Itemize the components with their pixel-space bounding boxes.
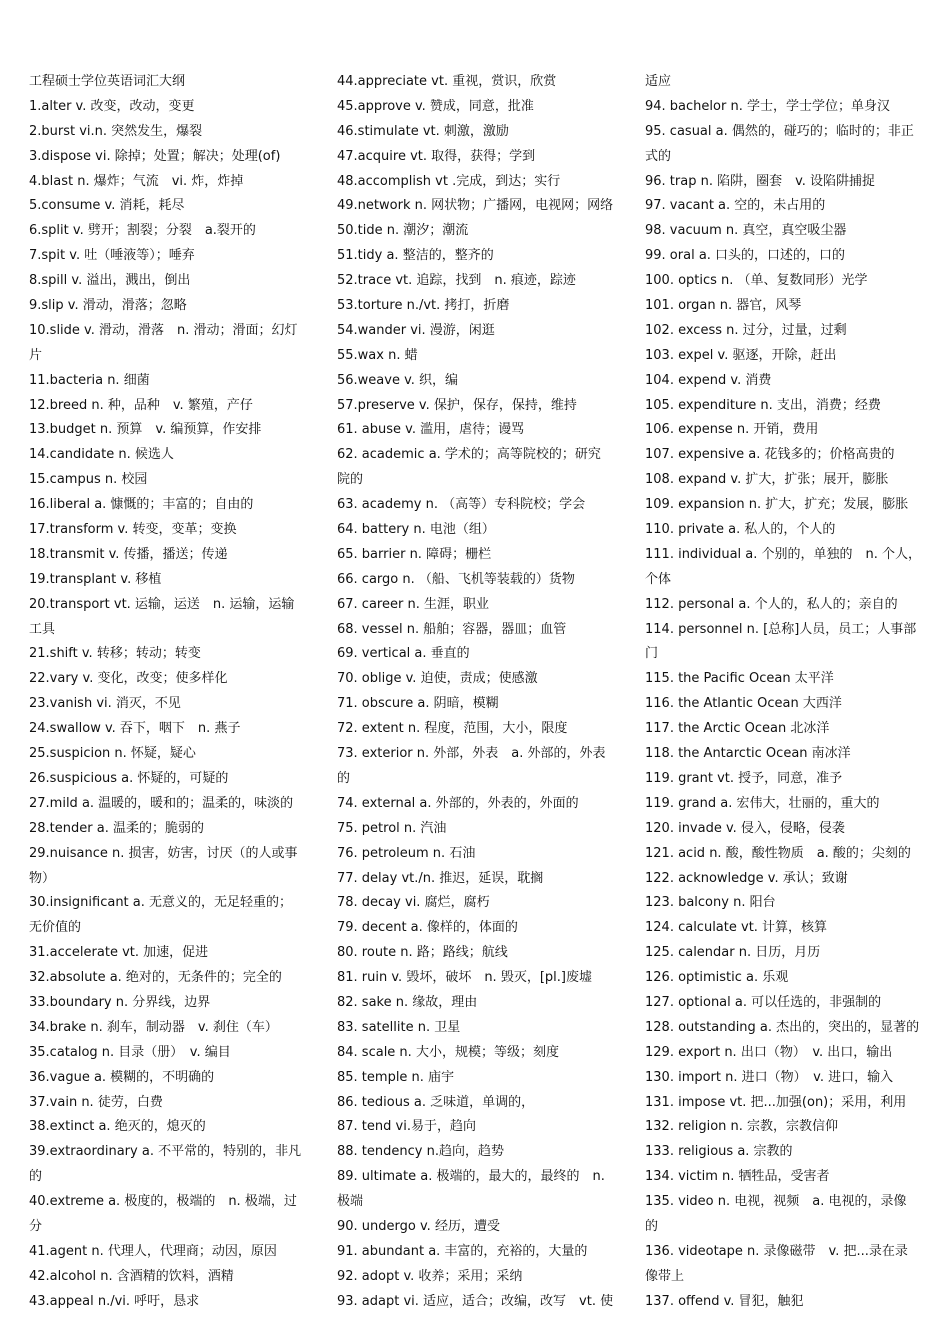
vocab-line: 53.torture n./vt. 拷打，折磨 bbox=[337, 298, 510, 314]
vocab-line: 132. religion n. 宗教，宗教信仰 bbox=[645, 1119, 839, 1135]
vocab-line: 91. abundant a. 丰富的，充裕的，大量的 bbox=[337, 1243, 588, 1259]
vocab-line: 44.appreciate vt. 重视，赏识，欣赏 bbox=[337, 74, 557, 89]
vocab-line: 38.extinct a. 绝灭的，熄灭的 bbox=[29, 1119, 206, 1135]
vocab-line: 96. trap n. 陷阱，圈套 v. 设陷阱捕捉 bbox=[645, 173, 876, 189]
vocab-line: 19.transplant v. 移植 bbox=[29, 571, 162, 587]
vocab-line: 7.spit v. 吐（唾液等）；唾弃 bbox=[29, 248, 195, 264]
vocab-line: 122. acknowledge v. 承认；致谢 bbox=[645, 870, 848, 886]
vocab-line: 32.absolute a. 绝对的，无条件的；完全的 bbox=[29, 970, 282, 986]
vocab-line: 107. expensive a. 花钱多的；价格高贵的 bbox=[645, 447, 895, 463]
vocab-line: 76. petroleum n. 石油 bbox=[337, 845, 476, 861]
vocab-line: 物） bbox=[29, 870, 56, 886]
vocab-line: 115. the Pacific Ocean 太平洋 bbox=[645, 671, 834, 687]
vocab-line: 117. the Arctic Ocean 北冰洋 bbox=[645, 721, 830, 737]
vocab-line: 22.vary v. 变化，改变；使多样化 bbox=[29, 671, 228, 687]
vocab-line: 120. invade v. 侵入，侵略，侵袭 bbox=[645, 820, 845, 836]
vocab-line: 95. casual a. 偶然的，碰巧的；临时的；非正 bbox=[645, 123, 914, 139]
vocab-line: 10.slide v. 滑动，滑落 n. 滑动；滑面；幻灯 bbox=[29, 322, 298, 338]
vocab-line: 109. expansion n. 扩大，扩充；发展，膨胀 bbox=[645, 497, 909, 513]
vocab-line: 35.catalog n. 目录（册） v. 编目 bbox=[29, 1044, 231, 1060]
vocab-line: 36.vague a. 模糊的，不明确的 bbox=[29, 1069, 215, 1085]
vocab-line: 45.approve v. 赞成，同意，批准 bbox=[337, 98, 534, 114]
vocab-line: 20.transport vt. 运输，运送 n. 运输，运输 bbox=[29, 596, 295, 612]
vocab-line: 31.accelerate vt. 加速，促进 bbox=[29, 945, 209, 961]
vocab-line: 21.shift v. 转移；转动；转变 bbox=[29, 646, 201, 662]
vocab-line: 3.dispose vi. 除掉；处置；解决；处理(of) bbox=[29, 148, 281, 164]
vocab-line: 99. oral a. 口头的，口述的，口的 bbox=[645, 248, 846, 264]
vocab-line: 83. satellite n. 卫星 bbox=[337, 1019, 461, 1035]
vocab-line: 86. tedious a. 乏味道，单调的， bbox=[337, 1094, 535, 1110]
vocab-line: 104. expend v. 消费 bbox=[645, 372, 772, 388]
vocab-line: 78. decay vi. 腐烂，腐朽 bbox=[337, 895, 490, 911]
vocab-line: 85. temple n. 庙宇 bbox=[337, 1069, 455, 1085]
vocab-line: 29.nuisance n. 损害，妨害，讨厌（的人或事 bbox=[29, 845, 298, 861]
vocab-line: 102. excess n. 过分，过量，过剩 bbox=[645, 322, 847, 338]
vocab-line: 66. cargo n. （船、飞机等装载的）货物 bbox=[337, 571, 575, 587]
vocab-line: 11.bacteria n. 细菌 bbox=[29, 372, 150, 388]
vocab-line: 97. vacant a. 空的，未占用的 bbox=[645, 198, 826, 214]
vocab-line: 的 bbox=[337, 770, 351, 786]
vocab-line: 无价值的 bbox=[29, 920, 82, 936]
vocab-line: 128. outstanding a. 杰出的，突出的，显著的 bbox=[645, 1019, 920, 1035]
vocab-line: 55.wax n. 蜡 bbox=[337, 347, 418, 363]
vocab-line: 17.transform v. 转变，变革；变换 bbox=[29, 522, 237, 538]
vocab-line: 126. optimistic a. 乐观 bbox=[645, 970, 789, 986]
vocab-line: 110. private a. 私人的，个人的 bbox=[645, 522, 836, 538]
vocab-line: 129. export n. 出口（物） v. 出口，输出 bbox=[645, 1044, 893, 1060]
vocab-line: 5.consume v. 消耗，耗尽 bbox=[29, 198, 185, 214]
vocab-line: 分 bbox=[29, 1218, 43, 1234]
vocab-line: 119. grand a. 宏伟大，壮丽的，重大的 bbox=[645, 795, 880, 811]
vocab-line: 73. exterior n. 外部，外表 a. 外部的，外表 bbox=[337, 746, 606, 762]
vocab-line: 114. personnel n. [总称]人员，员工；人事部 bbox=[645, 621, 917, 637]
vocab-line: 80. route n. 路；路线；航线 bbox=[337, 945, 508, 961]
vocab-line: 94. bachelor n. 学士，学士学位；单身汉 bbox=[645, 98, 890, 114]
vocab-line: 37.vain n. 徒劳，白费 bbox=[29, 1094, 163, 1110]
vocab-line: 个体 bbox=[645, 571, 672, 587]
vocab-line: 65. barrier n. 障碍；栅栏 bbox=[337, 546, 492, 562]
vocab-line: 74. external a. 外部的，外表的，外面的 bbox=[337, 795, 579, 811]
vocab-line: 33.boundary n. 分界线，边界 bbox=[29, 994, 211, 1010]
vocab-line: 适应 bbox=[645, 74, 672, 89]
document-title: 工程硕士学位英语词汇大纲 bbox=[29, 74, 186, 89]
vocab-line: 50.tide n. 潮汐；潮流 bbox=[337, 223, 469, 239]
vocab-line: 106. expense n. 开销，费用 bbox=[645, 422, 819, 438]
vocab-line: 69. vertical a. 垂直的 bbox=[337, 646, 470, 662]
vocab-line: 133. religious a. 宗教的 bbox=[645, 1144, 793, 1160]
vocab-line: 112. personal a. 个人的，私人的；亲自的 bbox=[645, 596, 898, 612]
vocab-line: 25.suspicion n. 怀疑，疑心 bbox=[29, 746, 196, 762]
vocab-line: 100. optics n. （单、复数同形）光学 bbox=[645, 273, 868, 289]
vocab-line: 82. sake n. 缘故，理由 bbox=[337, 994, 478, 1010]
vocab-line: 131. impose vt. 把...加强(on)；采用，利用 bbox=[645, 1094, 907, 1110]
vocab-line: 130. import n. 进口（物） v. 进口，输入 bbox=[645, 1069, 894, 1085]
vocab-line: 136. videotape n. 录像磁带 v. 把...录在录 bbox=[645, 1243, 908, 1259]
vocab-line: 的 bbox=[29, 1169, 43, 1185]
vocab-line: 46.stimulate vt. 刺激，激励 bbox=[337, 123, 509, 139]
vocab-line: 116. the Atlantic Ocean 大西洋 bbox=[645, 696, 842, 712]
vocab-line: 23.vanish vi. 消灭，不见 bbox=[29, 696, 181, 712]
vocab-line: 14.candidate n. 候选人 bbox=[29, 447, 174, 463]
vocab-line: 119. grant vt. 授予，同意，准予 bbox=[645, 770, 843, 786]
vocab-line: 2.burst vi.n. 突然发生，爆裂 bbox=[29, 123, 203, 139]
vocab-line: 40.extreme a. 极度的，极端的 n. 极端，过 bbox=[29, 1194, 297, 1210]
vocab-line: 43.appeal n./vi. 呼吁，恳求 bbox=[29, 1293, 200, 1309]
vocab-line: 118. the Antarctic Ocean 南冰洋 bbox=[645, 746, 851, 762]
vocab-line: 77. delay vt./n. 推迟，延误，耽搁 bbox=[337, 870, 544, 886]
vocab-line: 13.budget n. 预算 v. 编预算，作安排 bbox=[29, 422, 262, 438]
vocab-line: 6.split v. 劈开；割裂；分裂 a.裂开的 bbox=[29, 223, 256, 239]
vocab-line: 门 bbox=[645, 646, 659, 662]
vocab-line: 63. academy n. （高等）专科院校；学会 bbox=[337, 497, 586, 513]
vocab-line: 105. expenditure n. 支出，消费；经费 bbox=[645, 397, 881, 413]
vocab-line: 101. organ n. 器官，风琴 bbox=[645, 298, 802, 314]
vocab-line: 88. tendency n.趋向，趋势 bbox=[337, 1144, 504, 1160]
vocab-line: 8.spill v. 溢出，溅出，倒出 bbox=[29, 273, 191, 289]
vocab-line: 68. vessel n. 船舶；容器，器皿；血管 bbox=[337, 621, 567, 637]
vocab-line: 极端 bbox=[337, 1194, 364, 1210]
vocab-line: 93. adapt vi. 适应，适合；改编，改写 vt. 使 bbox=[337, 1293, 614, 1309]
vocab-line: 39.extraordinary a. 不平常的，特别的，非凡 bbox=[29, 1144, 302, 1160]
vocab-line: 64. battery n. 电池（组） bbox=[337, 522, 495, 538]
vocab-line: 51.tidy a. 整洁的，整齐的 bbox=[337, 248, 494, 264]
vocab-line: 9.slip v. 滑动，滑落；忽略 bbox=[29, 298, 187, 314]
vocab-line: 92. adopt v. 收养；采用；采纳 bbox=[337, 1268, 523, 1284]
vocab-line: 70. oblige v. 迫使，责成；使感激 bbox=[337, 671, 538, 687]
vocab-line: 67. career n. 生涯，职业 bbox=[337, 596, 489, 612]
vocab-line: 15.campus n. 校园 bbox=[29, 472, 148, 488]
column-3 bbox=[645, 70, 935, 1315]
vocab-line: 16.liberal a. 慷慨的；丰富的；自由的 bbox=[29, 497, 254, 513]
vocab-line: 片 bbox=[29, 347, 43, 363]
vocab-line: 123. balcony n. 阳台 bbox=[645, 895, 776, 911]
vocab-line: 124. calculate vt. 计算，核算 bbox=[645, 920, 828, 936]
vocab-line: 75. petrol n. 汽油 bbox=[337, 820, 447, 836]
vocab-line: 28.tender a. 温柔的；脆弱的 bbox=[29, 820, 204, 836]
vocab-line: 54.wander vi. 漫游，闲逛 bbox=[337, 322, 495, 338]
vocab-line: 47.acquire vt. 取得，获得；学到 bbox=[337, 148, 536, 164]
vocab-line: 71. obscure a. 阴暗，模糊 bbox=[337, 696, 499, 712]
vocab-line: 98. vacuum n. 真空，真空吸尘器 bbox=[645, 223, 847, 239]
vocab-line: 90. undergo v. 经历，遭受 bbox=[337, 1218, 500, 1234]
vocab-line: 137. offend v. 冒犯，触犯 bbox=[645, 1293, 804, 1309]
vocab-line: 103. expel v. 驱逐，开除，赶出 bbox=[645, 347, 837, 363]
vocab-line: 24.swallow v. 吞下，咽下 n. 燕子 bbox=[29, 721, 241, 737]
vocab-line: 84. scale n. 大小，规模；等级；刻度 bbox=[337, 1044, 559, 1060]
vocab-line: 18.transmit v. 传播，播送；传递 bbox=[29, 546, 228, 562]
vocab-line: 87. tend vi.易于，趋向 bbox=[337, 1119, 476, 1135]
vocab-line: 34.brake n. 刹车，制动器 v. 刹住（车） bbox=[29, 1019, 278, 1035]
vocab-line: 79. decent a. 像样的，体面的 bbox=[337, 920, 518, 936]
vocab-line: 48.accomplish vt .完成，到达；实行 bbox=[337, 173, 561, 189]
vocab-line: 26.suspicious a. 怀疑的，可疑的 bbox=[29, 770, 229, 786]
vocab-line: 42.alcohol n. 含酒精的饮料，酒精 bbox=[29, 1268, 234, 1284]
vocab-line: 56.weave v. 织，编 bbox=[337, 372, 459, 388]
vocab-line: 89. ultimate a. 极端的，最大的，最终的 n. bbox=[337, 1169, 605, 1185]
vocab-line: 式的 bbox=[645, 148, 672, 164]
vocab-line: 61. abuse v. 滥用，虐待；谩骂 bbox=[337, 422, 525, 438]
vocab-line: 30.insignificant a. 无意义的，无足轻重的； bbox=[29, 895, 293, 911]
vocab-line: 27.mild a. 温暖的，暖和的；温柔的，味淡的 bbox=[29, 795, 294, 811]
vocab-line: 111. individual a. 个别的，单独的 n. 个人， bbox=[645, 546, 922, 562]
vocab-line: 工具 bbox=[29, 621, 56, 637]
vocab-line: 127. optional a. 可以任选的，非强制的 bbox=[645, 994, 882, 1010]
vocab-line: 135. video n. 电视，视频 a. 电视的，录像 bbox=[645, 1194, 907, 1210]
vocab-line: 72. extent n. 程度，范围，大小，限度 bbox=[337, 721, 568, 737]
column-1 bbox=[29, 70, 319, 1315]
vocab-line: 的 bbox=[645, 1218, 659, 1234]
vocab-line: 49.network n. 网状物；广播网，电视网；网络 bbox=[337, 198, 614, 214]
vocab-line: 41.agent n. 代理人，代理商；动因，原因 bbox=[29, 1243, 277, 1259]
vocab-line: 62. academic a. 学术的；高等院校的；研究 bbox=[337, 447, 601, 463]
vocab-line: 像带上 bbox=[645, 1268, 685, 1284]
vocab-line: 125. calendar n. 日历，月历 bbox=[645, 945, 821, 961]
vocab-line: 52.trace vt. 追踪，找到 n. 痕迹，踪迹 bbox=[337, 273, 576, 289]
vocab-line: 108. expand v. 扩大，扩张；展开，膨胀 bbox=[645, 472, 889, 488]
vocab-line: 院的 bbox=[337, 472, 364, 488]
vocab-line: 57.preserve v. 保护，保存，保持，维持 bbox=[337, 397, 577, 413]
vocab-line: 134. victim n. 牺牲品，受害者 bbox=[645, 1169, 830, 1185]
vocab-line: 12.breed n. 种，品种 v. 繁殖，产仔 bbox=[29, 397, 253, 413]
vocab-line: 81. ruin v. 毁坏，破坏 n. 毁灭，[pl.]废墟 bbox=[337, 970, 592, 986]
vocab-line: 4.blast n. 爆炸；气流 vi. 炸，炸掉 bbox=[29, 173, 244, 189]
vocab-line: 1.alter v. 改变，改动，变更 bbox=[29, 98, 195, 114]
column-2 bbox=[337, 70, 627, 1315]
vocab-line: 121. acid n. 酸，酸性物质 a. 酸的；尖刻的 bbox=[645, 845, 911, 861]
